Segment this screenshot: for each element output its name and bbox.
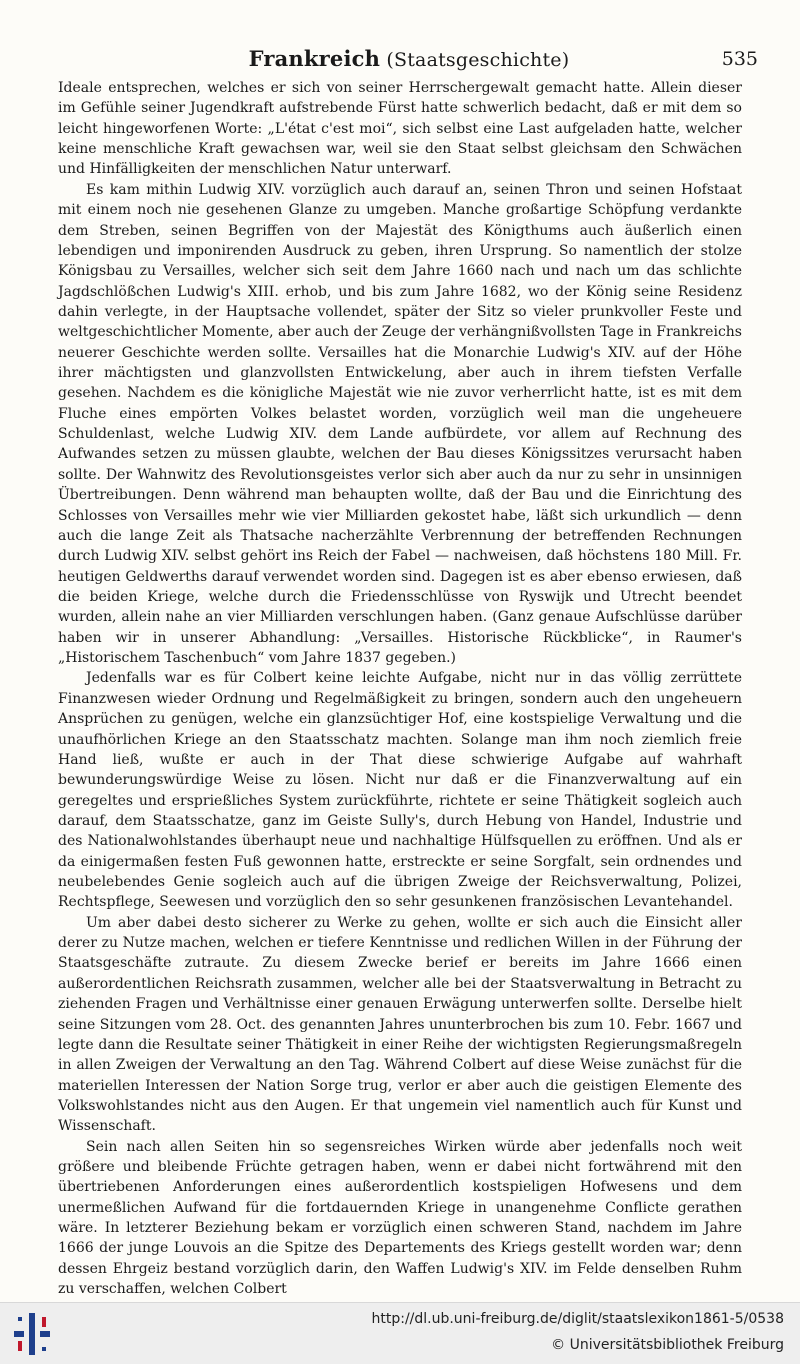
copyright-notice: © Universitätsbibliothek Freiburg bbox=[551, 1337, 784, 1353]
running-title bbox=[60, 46, 758, 71]
university-library-logo bbox=[10, 1311, 54, 1357]
viewer-footer bbox=[0, 1302, 800, 1364]
paragraph: Jedenfalls war es für Colbert keine leichte Aufgabe, nicht nur in das völlig zerrüttete Finanzwesen wieder Ordnung und Regelmäßigkeit zu bringen, sondern auch den ungeheuern Ansprüchen zu genügen, welche ein glanzsüchtiger Hof, eine kostspielige Verwaltung und die unaufhörlichen Kriege an den Staatsschatz machten. Solange man ihm noch ziemlich freie Hand ließ, wußte er auch in der That diese schwierige Aufgabe auf wahrhaft bewunderungswürdige Weise zu lösen. Nicht nur daß er die Finanzverwaltung auf ein geregeltes und ersprießliches System zurückführte, richtete er seine Thätigkeit sogleich auch darauf, dem Staatsschatze, ganz im Geiste Sully's, durch Hebung von Handel, Industrie und des Nationalwohlstandes überhaupt neue und nachhaltige Hülfsquellen zu eröffnen. Und als er da einigermaßen festen Fuß gewonnen hatte, erstreckte er seine Sorgfalt, sein ordnendes und neubelebendes Genie sogleich auch auf die übrigen Zweige der Reichsverwaltung, Polizei, Rechtspflege, Seewesen und vorzüglich den so sehr gesunkenen französischen Levantehandel. bbox=[58, 670, 742, 911]
paragraph: Um aber dabei desto sicherer zu Werke zu gehen, wollte er sich auch die Einsicht aller derer zu Nutze machen, welchen er tiefere Kenntnisse und redlichen Willen in der Führung der Staatsgeschäfte zutraute. Zu diesem Zwecke berief er bereits im Jahre 1666 einen außerordentlichen Reichsrath zusammen, welcher alle bei der Staatsverwaltung in Betracht zu ziehenden Fragen und Verhältnisse einer genauen Erwägung unterwerfen sollte. Derselbe hielt seine Sitzungen vom 28. Oct. des genannten Jahres ununterbrochen bis zum 10. Febr. 1667 und legte dann die Resultate seiner Thätigkeit in einer Reihe der wichtigsten Regierungsmaßregeln in allen Zweigen der Verwaltung an den Tag. Während Colbert auf diese Weise zunächst für die materiellen Interessen der Nation Sorge trug, verlor er aber auch die geistigen Elemente des Volkswohlstandes nicht aus den Augen. Er that ungemein viel namentlich auch für Kunst und Wissenschaft. bbox=[58, 914, 742, 1135]
source-url-link[interactable]: http://dl.ub.uni-freiburg.de/diglit/staatslexikon1861-5/0538 bbox=[371, 1311, 784, 1327]
page-header bbox=[60, 42, 758, 76]
running-title-sub: (Staatsgeschichte) bbox=[386, 49, 570, 71]
running-title-main: Frankreich bbox=[248, 46, 381, 71]
paragraph: Ideale entsprechen, welches er sich von seiner Herrschergewalt gemacht hatte. Allein dieser im Gefühle seiner Jugendkraft aufstrebende Fürst hatte schwerlich bedacht, daß er mit dem so leicht hingeworfenen Worte: „L'état c'est moi“, sich selbst eine Last aufgeladen hatte, welcher keine menschliche Kraft gewachsen war, weil sie den Staat selbst gleichsam den Schwächen und Hinfälligkeiten der menschlichen Natur unterwarf. bbox=[58, 80, 742, 178]
page-number: 535 bbox=[721, 48, 758, 70]
paragraph: Sein nach allen Seiten hin so segensreiches Wirken würde aber jedenfalls noch weit größere und bleibende Früchte getragen haben, wenn er dabei nicht fortwährend mit den übertriebenen Anforderungen eines außerordentlich kostspieligen Hofwesens und dem unermeßlichen Aufwand für die fortdauernden Kriege in unangenehme Conflicte gerathen wäre. In letzterer Beziehung bekam er vorzüglich einen schweren Stand, nachdem im Jahre 1666 der junge Louvois an die Spitze des Departements des Kriegs gestellt worden war; denn dessen Ehrgeiz bestand vorzüglich darin, den Waffen Ludwig's XIV. im Felde denselben Ruhm zu verschaffen, welchen Colbert bbox=[58, 1138, 742, 1298]
paragraph: Es kam mithin Ludwig XIV. vorzüglich auch darauf an, seinen Thron und seinen Hofstaat mit einem noch nie gesehenen Glanze zu umgeben. Manche großartige Schöpfung verdankte dem Streben, seinen Begriffen von der Majestät des Königthums auch äußerlich einen lebendigen und imponirenden Ausdruck zu geben, ihren Ursprung. So namentlich der stolze Königsbau zu Versailles, welcher sich seit dem Jahre 1660 nach und nach um das schlichte Jagdschlößchen Ludwig's XIII. erhob, und bis zum Jahre 1682, wo der König seine Residenz dahin verlegte, in der Hauptsache vollendet, später der Sitz so vieler prunkvoller Feste und weltgeschichtlicher Momente, aber auch der Zeuge der verhängnißvollsten Tage in Frankreichs neuerer Geschichte werden sollte. Versailles hat die Monarchie Ludwig's XIV. auf der Höhe ihrer mächtigsten und glanzvollsten Entwickelung, aber auch in ihrem tiefsten Verfalle gesehen. Nachdem es die königliche Majestät wie nie zuvor verherrlicht hatte, ist es mit dem Fluche eines empörten Volkes belastet worden, vorzüglich weil man die ungeheuere Schuldenlast, welche Ludwig XIV. dem Lande aufbürdete, vor allem auf Rechnung des Aufwandes setzen zu müssen glaubte, welchen der Bau dieses Königssitzes verursacht haben sollte. Der Wahnwitz des Revolutionsgeistes verlor sich aber auch da nur zu sehr in unsinnigen Übertreibungen. Denn während man behaupten wollte, daß der Bau und die Einrichtung des Schlosses von Versailles mehr wie vier Milliarden gekostet habe, läßt sich urkundlich — denn auch die lange Zeit als Thatsache nacherzählte Verbrennung der betreffenden Rechnungen durch Ludwig XIV. selbst gehört ins Reich der Fabel — nachweisen, daß höchstens 180 Mill. Fr. heutigen Geldwerths darauf verwendet worden sind. Dagegen ist es aber ebenso erwiesen, daß die beiden Kriege, welche durch die Friedensschlüsse von Ryswijk und Utrecht beendet wurden, allein nahe an vier Milliarden verschlungen haben. (Ganz genaue Aufschlüsse darüber haben wir in unserer Abhandlung: „Versailles. Historische Rückblicke“, in Raumer's „Historischem Taschenbuch“ vom Jahre 1837 gegeben.) bbox=[58, 181, 742, 667]
body-text bbox=[58, 78, 742, 1300]
